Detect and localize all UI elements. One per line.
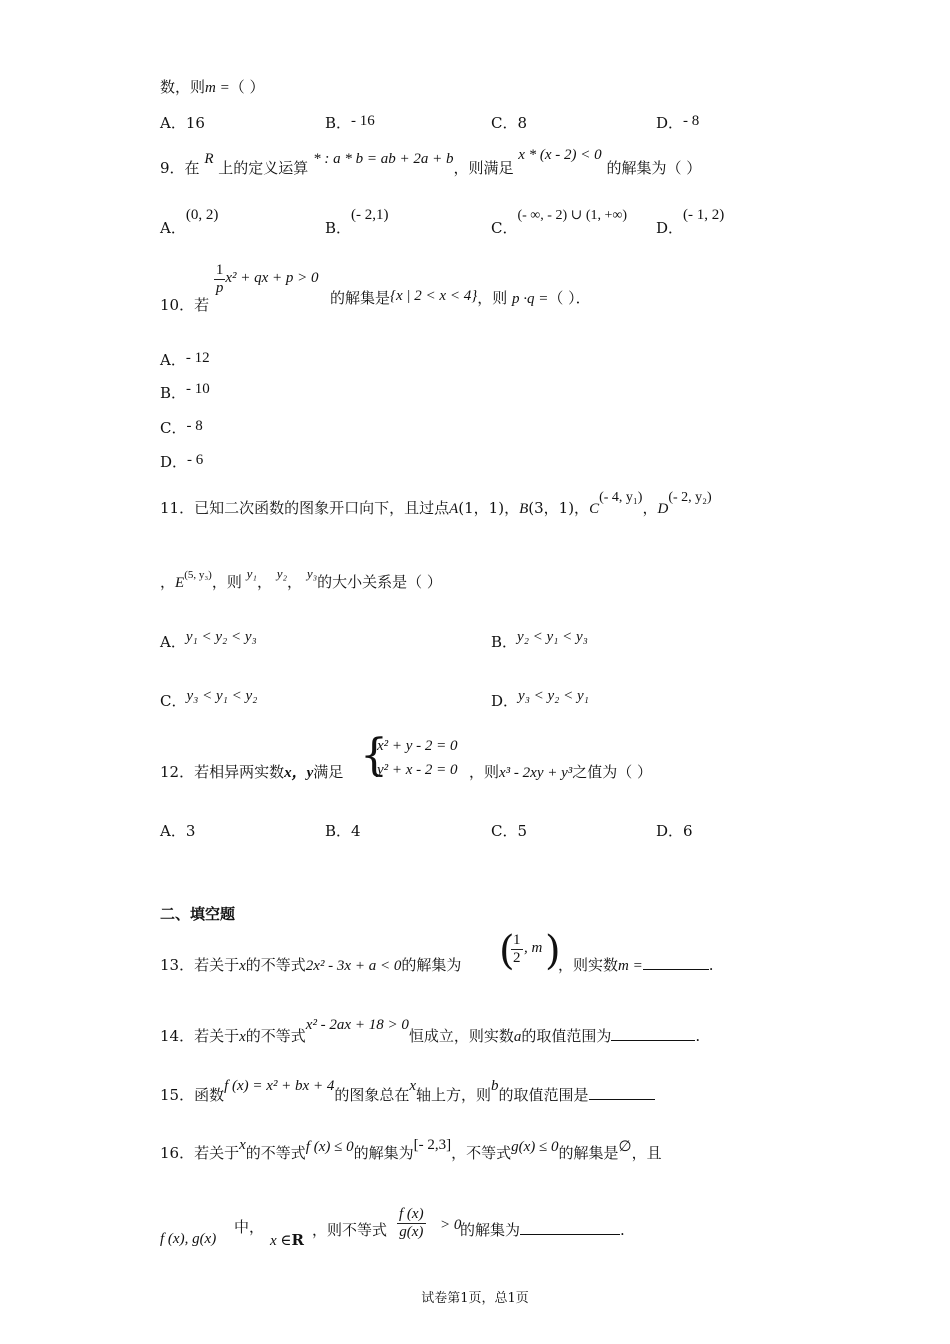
option-label: A． bbox=[160, 219, 186, 237]
q16-frac-den: g(x) bbox=[399, 1224, 424, 1240]
q9-op-def: * : a * b = ab + 2a + b bbox=[313, 151, 454, 167]
q11-e-coord: (5, y₃) bbox=[184, 569, 212, 581]
q16-gt0: > 0 bbox=[440, 1217, 462, 1233]
option-value: - 12 bbox=[185, 350, 210, 366]
q14-x: x bbox=[239, 1029, 246, 1045]
q8-option-b bbox=[325, 113, 375, 134]
option-value: - 16 bbox=[351, 113, 375, 129]
section-heading: 二、填空题 bbox=[160, 905, 236, 923]
option-value: (- ∞, - 2) ∪ (1, +∞) bbox=[517, 208, 628, 223]
option-value: 4 bbox=[351, 822, 361, 840]
q10-fraction bbox=[214, 262, 226, 297]
option-value: 3 bbox=[185, 822, 196, 840]
q11-option-d bbox=[491, 688, 589, 712]
q11-a-coord: (1，1) bbox=[458, 499, 505, 517]
q15-stem bbox=[160, 1078, 655, 1106]
option-value: 6 bbox=[683, 822, 693, 840]
q14-text4: 的取值范围为 bbox=[521, 1027, 612, 1045]
q13-frac-num: 1 bbox=[513, 932, 521, 948]
q15-fx: f (x) = x² + bx + 4 bbox=[224, 1078, 335, 1094]
q13-stem bbox=[160, 955, 461, 976]
q13-fraction bbox=[511, 932, 523, 967]
q11-d-coord: (- 2, y₂) bbox=[668, 490, 712, 505]
option-value: - 10 bbox=[186, 381, 210, 397]
q11-point-c: C bbox=[589, 501, 600, 517]
option-value: y₂ < y₁ < y₃ bbox=[517, 629, 588, 645]
q16-fg: f (x), g(x) bbox=[160, 1231, 217, 1247]
q10-frac-num: 1 bbox=[215, 262, 224, 278]
q13-text4: ，则实数 bbox=[558, 956, 619, 974]
q11-point-e: E bbox=[175, 575, 185, 591]
q15-text3: 轴上方，则 bbox=[416, 1086, 492, 1104]
q8-option-c bbox=[491, 113, 527, 133]
q8-tail bbox=[160, 77, 265, 98]
q9-text2: ，则满足 bbox=[453, 159, 514, 177]
q16-text7: 中， bbox=[234, 1218, 265, 1236]
q11-option-b bbox=[491, 629, 588, 653]
option-value: - 8 bbox=[186, 418, 203, 434]
q11-y1: y₁ bbox=[246, 566, 257, 581]
q16-text1: 16．若关于 bbox=[160, 1144, 240, 1162]
q13-text1: 13．若关于 bbox=[160, 956, 240, 974]
q10-frac-den: p bbox=[215, 280, 224, 296]
q11-then: ，则 bbox=[211, 573, 242, 591]
q12-option-a bbox=[160, 821, 195, 841]
q9-option-d bbox=[656, 207, 725, 239]
q11-stem: 11．已知二次函数的图象开口向下，且过点A(1，1)，B(3，1)，C(- 4, y₁)，D(- 2, y₂) bbox=[160, 490, 712, 517]
q12-stem-left bbox=[160, 762, 343, 783]
q16-empty-set: ∅ bbox=[618, 1139, 632, 1155]
q16-tail bbox=[440, 1214, 461, 1235]
q10-option-c bbox=[160, 418, 203, 439]
q9-ineq: x * (x - 2) < 0 bbox=[518, 147, 602, 163]
q9-text1: 上的定义运算 bbox=[218, 159, 309, 177]
q16-text4: ，不等式 bbox=[451, 1144, 512, 1162]
q12-option-d bbox=[656, 821, 693, 841]
option-label: D． bbox=[656, 822, 684, 840]
q9-option-a bbox=[160, 207, 219, 239]
q10-stem bbox=[160, 262, 319, 314]
option-label: B． bbox=[325, 114, 352, 132]
q8-paren: （ ） bbox=[229, 78, 265, 96]
q14-text3: 恒成立，则实数 bbox=[408, 1027, 514, 1045]
option-value: (- 2,1) bbox=[351, 207, 389, 223]
q16-frac-num: f (x) bbox=[399, 1206, 424, 1222]
q15-b: b bbox=[491, 1078, 499, 1094]
q16-xR: x ∈ bbox=[270, 1233, 292, 1249]
q13-paren-left: ( bbox=[499, 928, 515, 974]
q13-stem-rest bbox=[558, 955, 714, 976]
q16-end: . bbox=[620, 1221, 625, 1239]
q10-option-b bbox=[160, 383, 210, 404]
q11-line1: 11．已知二次函数的图象开口向下，且过点 bbox=[160, 499, 450, 517]
q15-x: x bbox=[409, 1078, 417, 1094]
q13-m: , m bbox=[524, 940, 543, 956]
q12-xy: x，y bbox=[284, 765, 314, 781]
q10-expr: x² + qx + p > 0 bbox=[225, 269, 319, 286]
q8-option-d bbox=[656, 113, 699, 134]
q14-answer-blank[interactable] bbox=[611, 1026, 695, 1041]
option-label: D． bbox=[656, 114, 684, 132]
q12-stem-right bbox=[469, 762, 652, 783]
option-label: A． bbox=[160, 633, 186, 651]
q16-text5: 的解集是 bbox=[558, 1144, 619, 1162]
option-label: C． bbox=[491, 219, 518, 237]
option-label: C． bbox=[160, 419, 187, 437]
q12-eq1: x² + y - 2 = 0 bbox=[377, 738, 458, 754]
option-value: 5 bbox=[517, 822, 528, 840]
option-label: A． bbox=[160, 822, 186, 840]
q14-text1: 14．若关于 bbox=[160, 1027, 240, 1045]
q9-stem bbox=[160, 147, 702, 179]
q12-text2: 满足 bbox=[313, 763, 344, 781]
q10-set: {x | 2 < x < 4} bbox=[390, 288, 478, 304]
q13-text2: 的不等式 bbox=[245, 956, 306, 974]
q12-expr: x³ - 2xy + y³ bbox=[499, 765, 573, 781]
q16-interval: [- 2,3] bbox=[413, 1137, 452, 1153]
option-label: B． bbox=[491, 633, 518, 651]
q15-text4: 的取值范围是 bbox=[498, 1086, 589, 1104]
option-label: D． bbox=[656, 219, 684, 237]
q13-ineq: 2x² - 3x + a < 0 bbox=[305, 958, 402, 974]
q10-text1: 的解集是 bbox=[330, 289, 391, 307]
q10-option-d bbox=[160, 452, 203, 473]
q12-text3: ，则 bbox=[469, 763, 500, 781]
q16-text9: 的解集为 bbox=[460, 1221, 521, 1239]
q9-text3: 的解集为（ ） bbox=[606, 159, 702, 177]
page-footer: 试卷第1页，总1页 bbox=[421, 1291, 529, 1306]
q10-num: 10．若 bbox=[160, 295, 210, 314]
option-label: C． bbox=[491, 114, 518, 132]
q16-x-in-r bbox=[270, 1230, 304, 1251]
q11-stem-2: ，$E^{(5, y_3)}$，则 y₁， y₂， y₃的大小关系是（ ） bbox=[160, 566, 442, 591]
q11-b-coord: (3，1) bbox=[528, 499, 575, 517]
q11-point-a: A bbox=[449, 501, 459, 517]
q15-text2: 的图象总在 bbox=[334, 1086, 410, 1104]
q13-text3: 的解集为 bbox=[401, 956, 462, 974]
q11-end: 的大小关系是（ ） bbox=[317, 573, 442, 591]
q11-option-c bbox=[160, 688, 258, 712]
q16-stem bbox=[160, 1137, 662, 1164]
q8-text: 数，则 bbox=[160, 78, 206, 96]
option-value: - 8 bbox=[683, 113, 700, 129]
q16-answer-blank[interactable] bbox=[520, 1220, 620, 1235]
q10-pq: p ·q = bbox=[512, 291, 549, 307]
option-value: 8 bbox=[517, 114, 528, 132]
q16-fx-ineq: f (x) ≤ 0 bbox=[305, 1139, 354, 1155]
q12-eq2: y² + x - 2 = 0 bbox=[377, 762, 458, 778]
q12-text1: 12．若相异两实数 bbox=[160, 763, 285, 781]
q12-option-b bbox=[325, 821, 361, 841]
option-label: B． bbox=[325, 219, 352, 237]
q16-x: x bbox=[239, 1137, 246, 1153]
q13-m-eq: m = bbox=[618, 958, 643, 974]
option-value: (0, 2) bbox=[185, 207, 219, 223]
q13-end: . bbox=[708, 956, 714, 974]
option-value: 16 bbox=[185, 114, 205, 132]
q11-option-a bbox=[160, 629, 257, 653]
option-label: C． bbox=[491, 822, 518, 840]
option-label: C． bbox=[160, 692, 187, 710]
q13-frac-den: 2 bbox=[513, 950, 521, 966]
q9-R: R bbox=[204, 151, 214, 167]
q15-answer-blank[interactable] bbox=[589, 1085, 655, 1100]
q13-answer-blank[interactable] bbox=[643, 955, 709, 970]
q14-text2: 的不等式 bbox=[245, 1027, 306, 1045]
q14-end: . bbox=[695, 1027, 701, 1045]
q11-y2: y₂ bbox=[276, 566, 288, 581]
q14-stem bbox=[160, 1017, 701, 1047]
q10-paren: （ ）． bbox=[548, 289, 591, 307]
option-value: (- 1, 2) bbox=[683, 207, 725, 223]
q10-text2: ，则 bbox=[477, 289, 508, 307]
option-value: - 6 bbox=[187, 452, 204, 468]
q16-stem-2 bbox=[160, 1228, 216, 1249]
option-label: D． bbox=[160, 453, 188, 471]
q16-R: R bbox=[291, 1231, 304, 1249]
option-value: y₁ < y₂ < y₃ bbox=[185, 629, 257, 645]
q10-stem-rest bbox=[330, 288, 591, 309]
q16-text2: 的不等式 bbox=[245, 1144, 306, 1162]
q14-a: a bbox=[513, 1029, 522, 1045]
q13-x: x bbox=[239, 958, 246, 974]
q9-num: 9．在 bbox=[160, 159, 200, 177]
option-label: B． bbox=[160, 384, 187, 402]
q9-option-c bbox=[491, 208, 628, 240]
q8-option-a bbox=[160, 113, 205, 133]
q11-point-b: B bbox=[519, 501, 529, 517]
option-label: A． bbox=[160, 351, 186, 369]
option-label: B． bbox=[325, 822, 352, 840]
option-label: D． bbox=[491, 692, 519, 710]
option-label: A． bbox=[160, 114, 186, 132]
q12-text4: 之值为（ ） bbox=[572, 763, 653, 781]
q11-c-coord: (- 4, y₁) bbox=[599, 490, 643, 505]
q16-text8: ，则不等式 bbox=[312, 1221, 388, 1239]
option-value: y₃ < y₁ < y₂ bbox=[186, 688, 258, 704]
system-brace: { bbox=[360, 730, 388, 781]
option-value: y₃ < y₂ < y₁ bbox=[518, 688, 589, 704]
q16-fraction bbox=[397, 1206, 426, 1241]
q9-option-b bbox=[325, 207, 389, 239]
q12-option-c bbox=[491, 821, 527, 841]
q16-gx-ineq: g(x) ≤ 0 bbox=[511, 1139, 559, 1155]
q13-paren-right: ) bbox=[545, 928, 561, 974]
q10-option-a bbox=[160, 350, 210, 371]
q8-m: m = bbox=[205, 80, 230, 96]
q11-y3: y₃ bbox=[306, 566, 318, 581]
q15-text1: 15．函数 bbox=[160, 1086, 225, 1104]
q16-text6: ，且 bbox=[631, 1144, 662, 1162]
q14-ineq: x² - 2ax + 18 > 0 bbox=[305, 1017, 409, 1033]
q16-tail-2 bbox=[460, 1220, 625, 1240]
q16-text3: 的解集为 bbox=[353, 1144, 414, 1162]
q11-point-d: D bbox=[657, 501, 669, 517]
